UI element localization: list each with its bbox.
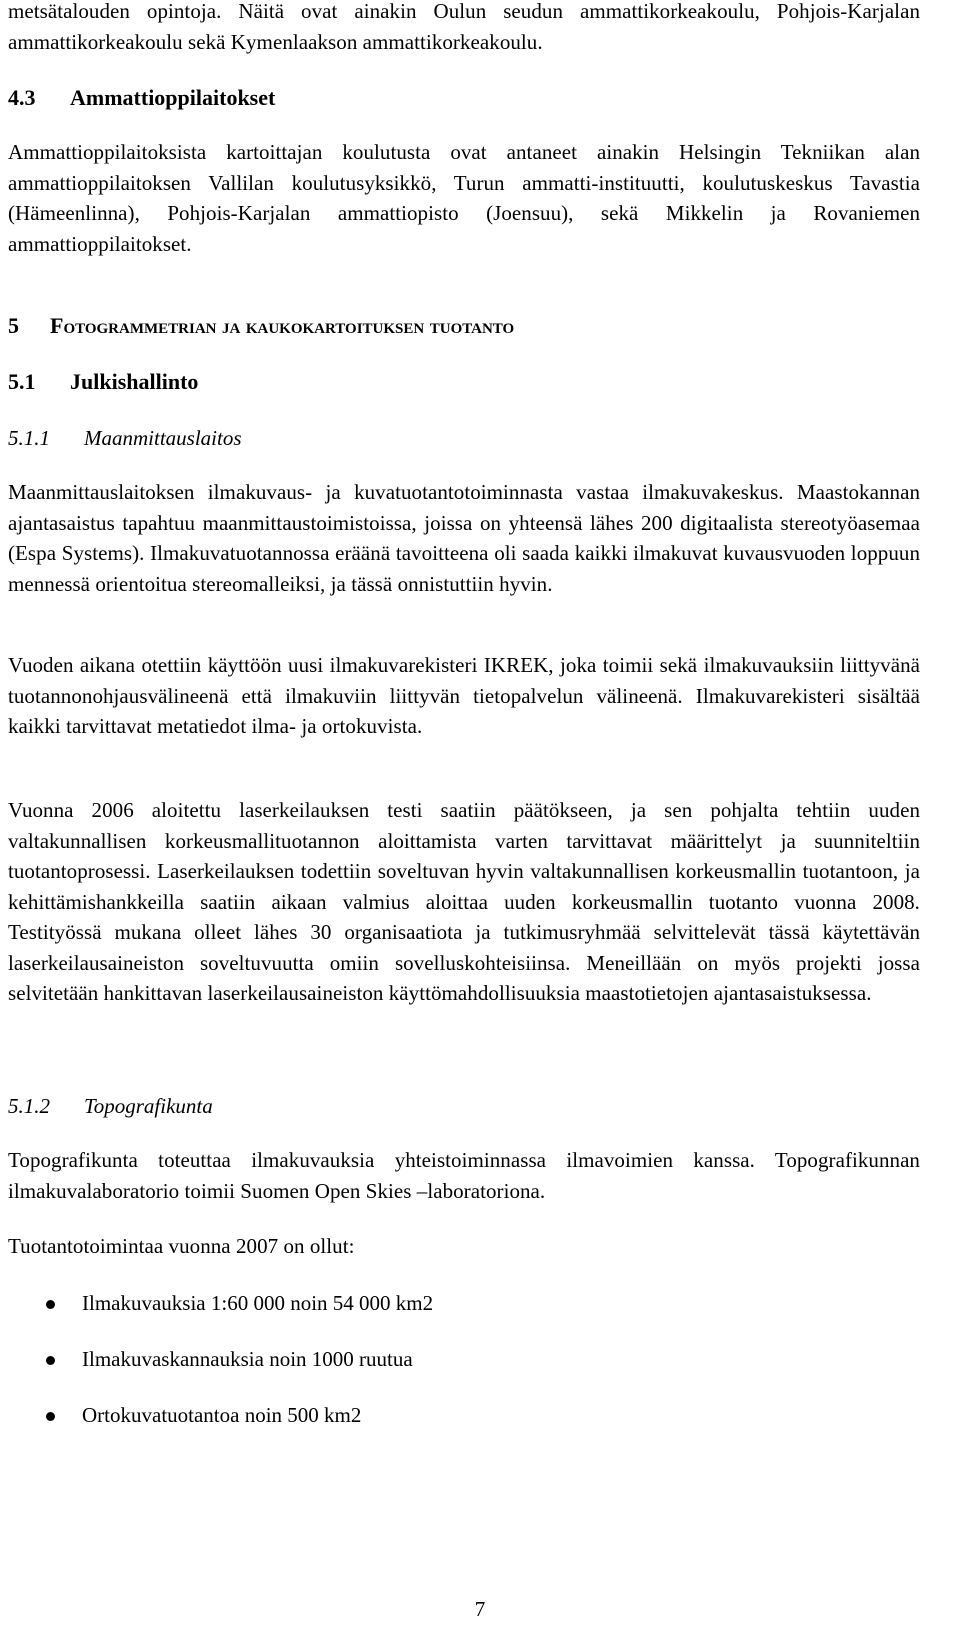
- production-list: [8, 1288, 920, 1430]
- list-item-text: Ilmakuvauksia 1:60 000 noin 54 000 km2: [82, 1291, 434, 1315]
- page-number: 7: [474, 1597, 486, 1621]
- paragraph-5-1-1-b: Vuoden aikana otettiin käyttöön uusi ilmakuvarekisteri IKREK, joka toimii sekä ilmakuvauksiin liittyvänä tuotannonohjausvälineenä että ilmakuviin liittyvän tietopalvelun välineenä. Ilmakuvarekisteri sisältää kaikki tarvittavat metatiedot ilma- ja ortokuvista.: [8, 653, 920, 738]
- heading-4-3-title: Ammattioppilaitokset: [70, 85, 276, 110]
- heading-5-1-1: [8, 423, 242, 453]
- heading-5-1-2-number: 5.1.2: [8, 1094, 50, 1118]
- top-paragraph: metsätalouden opintoja. Näitä ovat ainakin Oulun seudun ammattikorkeakoulu, Pohjois-Karjalan ammattikorkeakoulu sekä Kymenlaakson ammattikorkeakoulu.: [8, 0, 920, 54]
- list-item-text: Ortokuvatuotantoa noin 500 km2: [82, 1403, 362, 1427]
- paragraph-5-1-1-c: Vuonna 2006 aloitettu laserkeilauksen testi saatiin päätökseen, ja sen pohjalta tehtiin uuden valtakunnallisen korkeusmallituotannon aloittamista varten tarvittavat määrittelyt ja suunniteltiin tuotantoprosessi. Laserkeilauksen todettiin soveltuvan hyvin valtakunnallisen korkeusmallin tuotantoon, ja kehittämishankkeilla saatiin aikaan valmius aloittaa uuden korkeusmallin tuotanto vuonna 2008. Testityössä mukana olleet lähes 30 organisaatiota ja tutkimusryhmää selvittelevät tässä käytettävän laserkeilausaineiston soveltuvuutta omiin sovelluskohteisiinsa. Meneillään on myös projekti jossa selvitetään hankittavan laserkeilausaineiston käyttömahdollisuuksia maastotietojen ajantasaistuksessa.: [8, 798, 920, 1005]
- heading-5-1-2-title: Topografikunta: [84, 1094, 213, 1118]
- heading-5-1-1-title: Maanmittauslaitos: [84, 426, 242, 450]
- heading-4-3-number: 4.3: [8, 85, 36, 110]
- bullet-icon: [46, 1300, 55, 1309]
- heading-5: [8, 311, 514, 341]
- heading-4-3: [8, 83, 275, 113]
- list-item: [8, 1400, 920, 1430]
- paragraph-5-1-2-b: Tuotantotoimintaa vuonna 2007 on ollut:: [8, 1234, 355, 1258]
- heading-5-1-2: [8, 1091, 213, 1121]
- heading-5-1: [8, 367, 198, 397]
- paragraph-5-1-1-a: Maanmittauslaitoksen ilmakuvaus- ja kuvatuotantotoiminnasta vastaa ilmakuvakeskus. Maastokannan ajantasaistus tapahtuu maanmittaustoimistoissa, joissa on yhteensä lähes 200 digitaalista stereotyöasemaa (Espa Systems). Ilmakuvatuotannossa eräänä tavoitteena oli saada kaikki ilmakuvat kuvausvuoden loppuun mennessä orientoitua stereomalleiksi, ja tässä onnistuttiin hyvin.: [8, 480, 920, 596]
- paragraph-5-1-2-a: Topografikunta toteuttaa ilmakuvauksia yhteistoiminnassa ilmavoimien kanssa. Topografikunnan ilmakuvalaboratorio toimii Suomen Open Skies –laboratoriona.: [8, 1148, 920, 1203]
- list-item: [8, 1288, 920, 1318]
- heading-5-1-number: 5.1: [8, 369, 36, 394]
- bullet-icon: [46, 1412, 55, 1421]
- list-item: [8, 1344, 920, 1374]
- paragraph-4-3: Ammattioppilaitoksista kartoittajan koulutusta ovat antaneet ainakin Helsingin Tekniikan alan ammattioppilaitoksen Vallilan koulutusyksikkö, Turun ammatti-instituutti, koulutuskeskus Tavastia (Hämeenlinna), Pohjois-Karjalan ammattiopisto (Joensuu), sekä Mikkelin ja Rovaniemen ammattioppilaitokset.: [8, 140, 920, 256]
- heading-5-1-1-number: 5.1.1: [8, 426, 50, 450]
- heading-5-1-title: Julkishallinto: [70, 369, 199, 394]
- list-item-text: Ilmakuvaskannauksia noin 1000 ruutua: [82, 1347, 413, 1371]
- heading-5-number: 5: [8, 313, 19, 338]
- heading-5-title: Fotogrammetrian ja kaukokartoituksen tuotanto: [50, 313, 515, 338]
- bullet-icon: [46, 1356, 55, 1365]
